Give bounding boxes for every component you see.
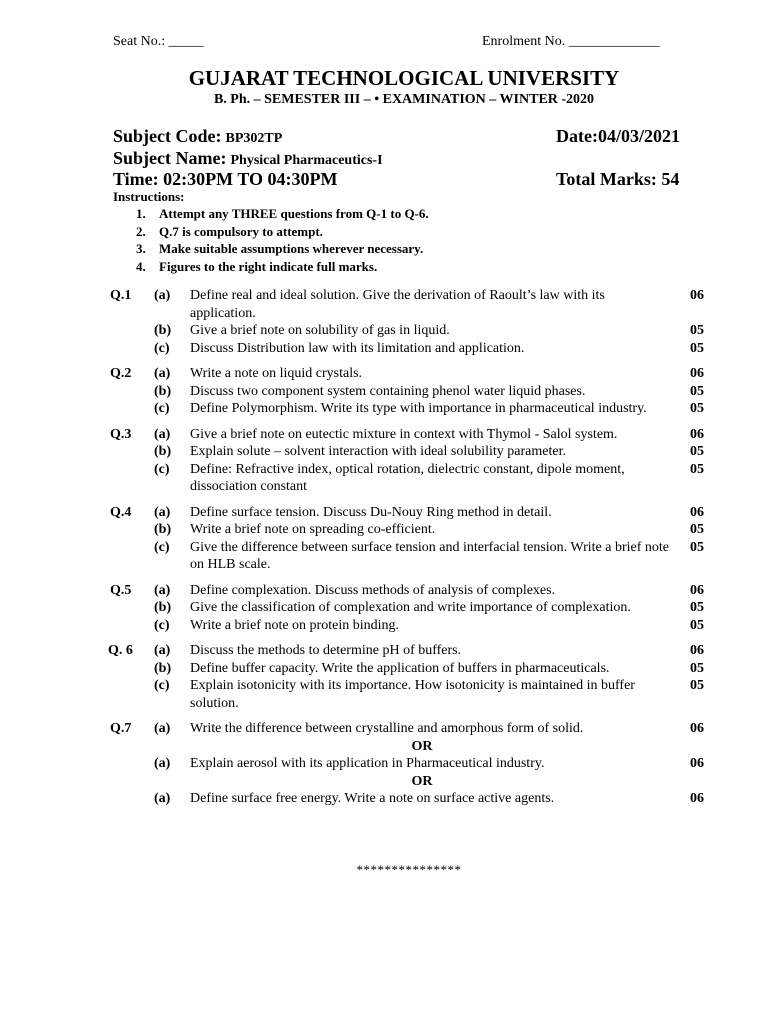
question-part: [110, 617, 710, 635]
questions-list: [110, 287, 710, 816]
instruction-number: 1.: [136, 206, 146, 221]
part-label: (a): [154, 504, 171, 520]
instruction-text: Q.7 is compulsory to attempt.: [159, 223, 323, 239]
subject-code-label: Subject Code:: [113, 126, 222, 146]
part-marks: 05: [690, 383, 704, 399]
part-label: (a): [154, 582, 171, 598]
part-text: Define surface free energy. Write a note on surface active agents.: [190, 791, 555, 806]
question-part: [110, 755, 710, 773]
instructions-list: [136, 205, 429, 275]
part-text: Write a brief note on protein binding.: [190, 617, 399, 633]
question-number: Q.2: [110, 366, 132, 381]
part-label: (b): [154, 383, 172, 399]
question-part: [110, 539, 710, 574]
question-number: Q.3: [110, 426, 132, 442]
part-label: (c): [154, 401, 170, 416]
part-marks: 06: [690, 721, 704, 736]
exam-date: Date:04/03/2021: [556, 126, 680, 146]
question-number: Q. 6: [108, 643, 133, 658]
part-label: (b): [154, 323, 172, 338]
question-part: [110, 400, 710, 418]
question-part: [110, 365, 710, 383]
part-marks: 06: [690, 426, 704, 442]
part-label: (c): [154, 678, 170, 693]
part-marks: 06: [690, 582, 704, 598]
part-label: (b): [154, 600, 172, 615]
part-label: (c): [154, 617, 170, 633]
seat-number: Seat No.: _____: [113, 34, 204, 49]
question-part: [110, 504, 710, 522]
exam-time: Time: 02:30PM TO 04:30PM: [113, 169, 338, 189]
part-marks: 05: [690, 678, 704, 693]
end-stars: ***************: [356, 862, 462, 877]
part-label: (c): [154, 539, 170, 555]
question-part: [110, 582, 710, 600]
question-block: [110, 287, 710, 357]
instructions-title: Instructions:: [113, 189, 185, 204]
part-label: (a): [154, 288, 171, 303]
question-part: [110, 443, 710, 461]
instruction-number: 2.: [136, 223, 146, 239]
part-marks: 06: [690, 504, 704, 520]
part-marks: 05: [690, 444, 704, 459]
instruction-number: 3.: [136, 241, 146, 256]
question-part: [110, 383, 710, 401]
part-label: (b): [154, 522, 172, 537]
question-block: [110, 504, 710, 574]
part-label: (a): [154, 426, 171, 442]
part-marks: 06: [690, 791, 704, 806]
part-marks: 06: [690, 643, 704, 658]
part-marks: 05: [690, 522, 704, 537]
part-text: Write a brief note on spreading co-efficient.: [190, 522, 436, 537]
instruction-text: Attempt any THREE questions from Q-1 to Q-6.: [159, 206, 429, 221]
part-label: (a): [154, 791, 171, 806]
part-marks: 05: [690, 323, 704, 338]
part-label: (b): [154, 444, 172, 459]
part-marks: 06: [690, 756, 704, 771]
part-marks: 05: [690, 539, 704, 555]
subject-name-label: Subject Name:: [113, 148, 227, 168]
part-text: Write a note on liquid crystals.: [190, 366, 363, 381]
part-marks: 06: [690, 366, 704, 381]
part-text: Give a brief note on eutectic mixture in context with Thymol - Salol system.: [190, 426, 618, 442]
part-marks: 05: [690, 660, 704, 676]
part-label: (a): [154, 756, 171, 771]
question-part: [110, 677, 710, 712]
instruction-item: [136, 258, 429, 276]
question-block: [110, 720, 710, 808]
question-part: [110, 521, 710, 539]
part-label: (c): [154, 461, 170, 477]
exam-line: B. Ph. – SEMESTER III – • EXAMINATION – WINTER -2020: [213, 92, 595, 107]
part-text: Explain solute – solvent interaction with ideal solubility parameter.: [190, 444, 566, 459]
part-text: Discuss Distribution law with its limitation and application.: [190, 340, 525, 356]
instruction-item: [136, 223, 429, 241]
part-text: Define Polymorphism. Write its type with importance in pharmaceutical industry.: [190, 401, 647, 416]
subject-name: Physical Pharmaceutics-I: [230, 153, 383, 168]
part-marks: 05: [690, 461, 704, 477]
or-separator: OR: [411, 738, 433, 754]
part-text: Discuss the methods to determine pH of buffers.: [190, 643, 462, 658]
part-marks: 05: [690, 600, 704, 615]
instruction-text: Figures to the right indicate full marks.: [159, 258, 378, 274]
question-part: [110, 660, 710, 678]
question-part: [110, 720, 710, 738]
part-label: (a): [154, 366, 171, 381]
instruction-item: [136, 205, 429, 223]
part-text: Explain isotonicity with its importance. How isotonicity is maintained in buffer solution.: [190, 678, 635, 711]
part-label: (b): [154, 660, 172, 676]
part-label: (c): [154, 340, 170, 356]
total-marks: Total Marks: 54: [556, 169, 680, 189]
instruction-item: [136, 240, 429, 258]
question-block: [110, 582, 710, 635]
part-text: Explain aerosol with its application in Pharmaceutical industry.: [190, 756, 545, 771]
instruction-text: Make suitable assumptions wherever necessary.: [159, 241, 424, 256]
part-text: Give the classification of complexation and write importance of complexation.: [190, 600, 631, 615]
subject-code: BP302TP: [225, 131, 283, 146]
question-number: Q.1: [110, 288, 132, 303]
part-marks: 05: [690, 340, 704, 356]
question-part: [110, 790, 710, 808]
enrolment-number: Enrolment No. _____________: [482, 34, 660, 49]
part-text: Define buffer capacity. Write the application of buffers in pharmaceuticals.: [190, 660, 610, 676]
part-text: Define surface tension. Discuss Du-Nouy Ring method in detail.: [190, 504, 552, 520]
university-title: GUJARAT TECHNOLOGICAL UNIVERSITY: [188, 66, 620, 90]
question-part: [110, 426, 710, 444]
part-marks: 05: [690, 401, 704, 416]
question-part: [110, 642, 710, 660]
part-text: Define real and ideal solution. Give the derivation of Raoult’s law with its application.: [190, 288, 605, 321]
part-marks: 05: [690, 617, 704, 633]
part-text: Define: Refractive index, optical rotation, dielectric constant, dipole moment, dissociation constant: [190, 461, 625, 494]
part-text: Write the difference between crystalline and amorphous form of solid.: [190, 721, 584, 736]
question-part: [110, 340, 710, 358]
part-text: Define complexation. Discuss methods of analysis of complexes.: [190, 582, 556, 598]
question-block: [110, 426, 710, 496]
part-label: (a): [154, 721, 171, 736]
part-text: Give the difference between surface tension and interfacial tension. Write a brief note on HLB scale.: [190, 539, 669, 572]
question-part: [110, 287, 710, 322]
question-block: [110, 642, 710, 712]
subject-code-row: [113, 126, 282, 147]
question-number: Q.4: [110, 504, 132, 520]
part-marks: 06: [690, 288, 704, 303]
or-separator: OR: [411, 773, 433, 789]
question-number: Q.5: [110, 582, 132, 598]
instruction-number: 4.: [136, 258, 146, 274]
subject-name-row: [113, 148, 383, 169]
question-part: [110, 322, 710, 340]
part-label: (a): [154, 643, 171, 658]
part-text: Give a brief note on solubility of gas in liquid.: [190, 323, 450, 338]
question-number: Q.7: [110, 721, 132, 736]
part-text: Discuss two component system containing phenol water liquid phases.: [190, 383, 586, 399]
question-part: [110, 461, 710, 496]
question-part: [110, 599, 710, 617]
question-block: [110, 365, 710, 418]
